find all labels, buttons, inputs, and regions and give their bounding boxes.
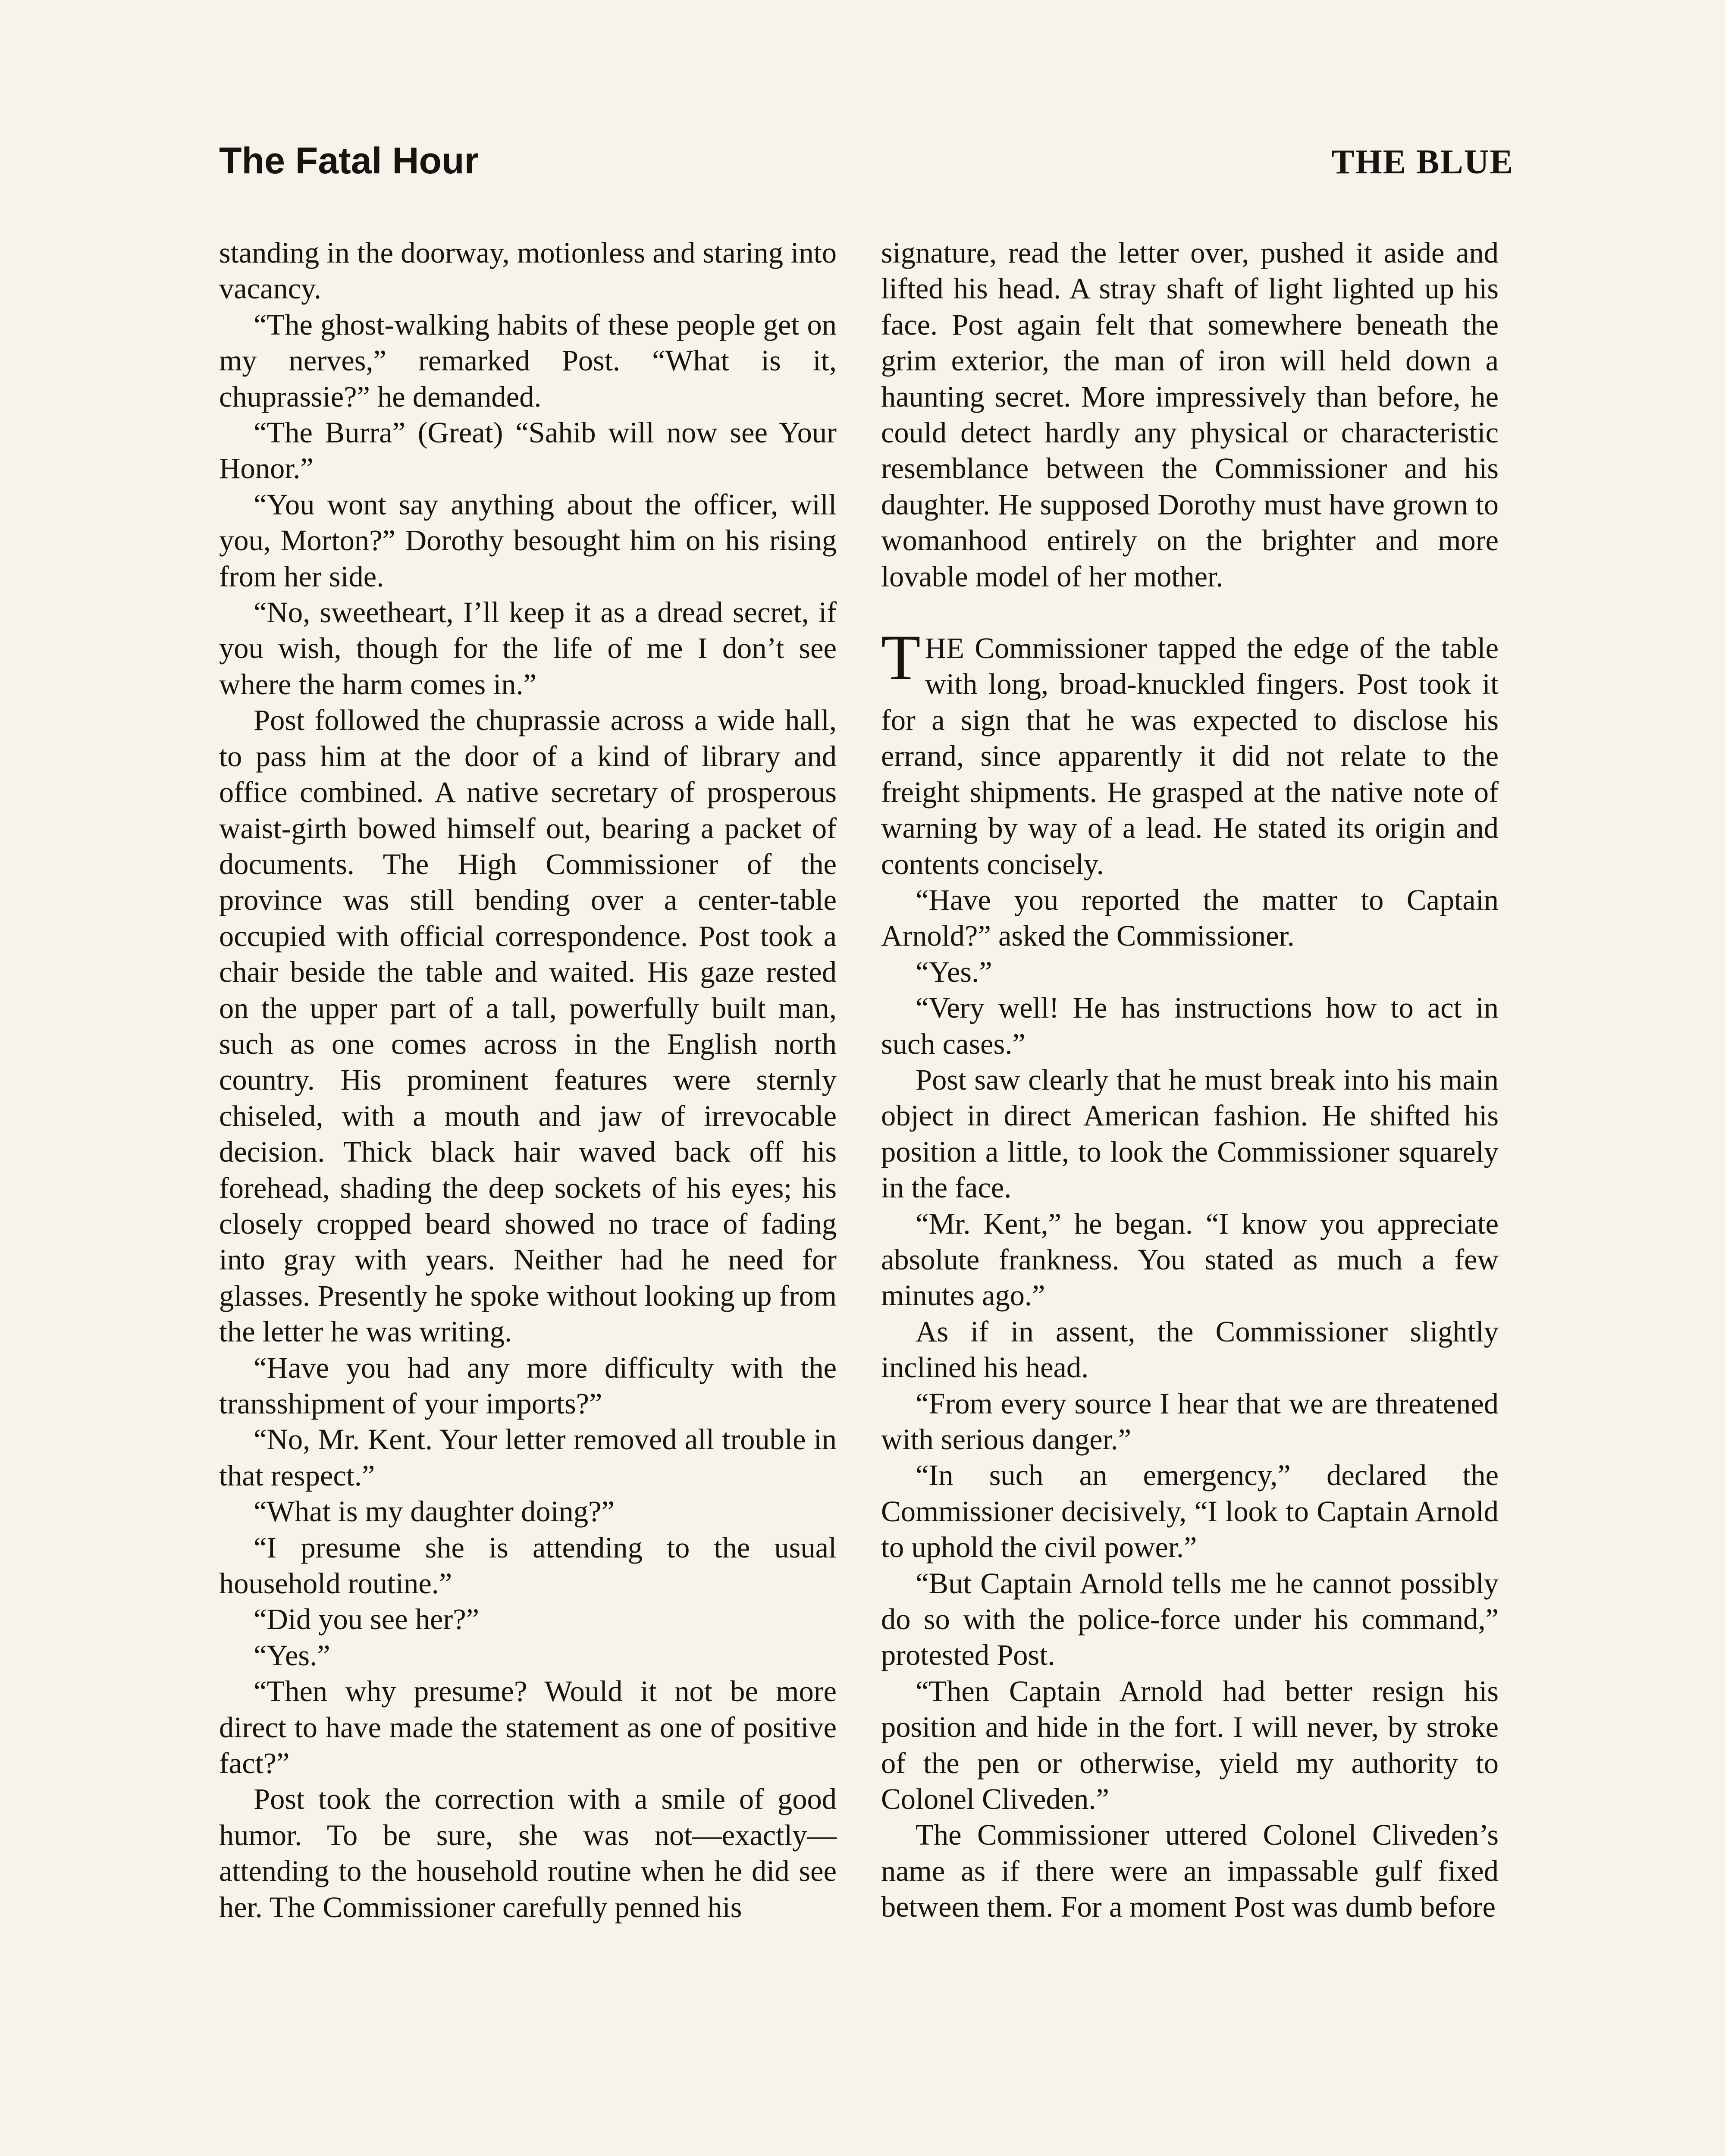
running-title: The Fatal Hour bbox=[219, 140, 479, 182]
paragraph: signature, read the letter over, pushed it aside and lifted his head. A stray shaft of light lighted up his face. Post again felt that somewhere beneath the grim exterior, the man of iron will held down a haunting secret. More impressively than before, he could detect hardly any physical or characteristic resemblance between the Commissioner and his daughter. He supposed Dorothy must have grown to womanhood entirely on the brighter and more lovable model of her mother. bbox=[881, 236, 1499, 593]
paragraph: Post saw clearly that he must break into his main object in direct American fashion. He shifted his position a little, to look the Commissioner squarely in the face. bbox=[881, 1063, 1499, 1204]
paragraph: “Then Captain Arnold had better resign his position and hide in the fort. I will never, by stroke of the pen or otherwise, yield my authority to Colonel Cliveden.” bbox=[881, 1674, 1499, 1816]
paragraph-text: HE Commissioner tapped the edge of the table with long, broad-knuckled fingers. Post took it for a sign that he was expected to disclose his errand, since apparently it did not relate to the freight shipments. He grasped at the native note of warning by way of a lead. He stated its origin and contents concisely. bbox=[881, 632, 1499, 881]
paragraph: “But Captain Arnold tells me he cannot possibly do so with the police-force under his command,” protested Post. bbox=[881, 1567, 1499, 1672]
paragraph: “No, sweetheart, I’ll keep it as a dread secret, if you wish, though for the life of me I don’t see where the harm comes in.” bbox=[219, 596, 837, 701]
paragraph: “Mr. Kent,” he began. “I know you appreciate absolute frankness. You stated as much a few minutes ago.” bbox=[881, 1207, 1499, 1312]
section-start-paragraph bbox=[881, 622, 1499, 882]
paragraph: Post took the correction with a smile of good humor. To be sure, she was not—exactly—attending to the household routine when he did see her. The Commissioner carefully penned his bbox=[219, 1783, 837, 1924]
paragraph: The Commissioner uttered Colonel Cliveden’s name as if there were an impassable gulf fixed between them. For a moment Post was dumb before bbox=[881, 1818, 1499, 1924]
paragraph: “The ghost-walking habits of these people get on my nerves,” remarked Post. “What is it, chuprassie?” he demanded. bbox=[219, 308, 837, 413]
right-column bbox=[881, 235, 1499, 1925]
paragraph: As if in assent, the Commissioner slightly inclined his head. bbox=[881, 1315, 1499, 1384]
drop-cap: T bbox=[881, 622, 921, 694]
paragraph: “What is my daughter doing?” bbox=[254, 1495, 615, 1528]
paragraph: Post followed the chuprassie across a wide hall, to pass him at the door of a kind of library and office combined. A native secretary of prosperous waist-girth bowed himself out, bearing a packet of documents. The High Commissioner of the province was still bending over a center-table occupied with official correspondence. Post took a chair beside the table and waited. His gaze rested on the upper part of a tall, powerfully built man, such as one comes across in the English north country. His prominent features were sternly chiseled, with a mouth and jaw of irrevocable decision. Thick black hair waved back off his forehead, shading the deep sockets of his eyes; his closely cropped beard showed no trace of fading into gray with years. Neither had he need for glasses. Presently he spoke without looking up from the letter he was writing. bbox=[219, 704, 837, 1348]
paragraph: “Then why presume? Would it not be more direct to have made the statement as one of positive fact?” bbox=[219, 1675, 837, 1780]
paragraph: “The Burra” (Great) “Sahib will now see Your Honor.” bbox=[219, 416, 837, 485]
paragraph: “From every source I hear that we are threatened with serious danger.” bbox=[881, 1387, 1499, 1456]
left-column bbox=[219, 235, 837, 1925]
paragraph: “In such an emergency,” declared the Commissioner decisively, “I look to Captain Arnold to uphold the civil power.” bbox=[881, 1459, 1499, 1564]
paragraph: “I presume she is attending to the usual household routine.” bbox=[219, 1531, 837, 1600]
paragraph: “Yes.” bbox=[916, 955, 992, 988]
paragraph: “Did you see her?” bbox=[254, 1603, 480, 1636]
paragraph: “Have you had any more difficulty with the transshipment of your imports?” bbox=[219, 1351, 837, 1420]
paragraph: “Very well! He has instructions how to act in such cases.” bbox=[881, 991, 1499, 1060]
paragraph: standing in the doorway, motionless and staring into vacancy. bbox=[219, 236, 837, 305]
paragraph: “Have you reported the matter to Captain Arnold?” asked the Commissioner. bbox=[881, 883, 1499, 953]
paragraph: “No, Mr. Kent. Your letter removed all trouble in that respect.” bbox=[219, 1423, 837, 1492]
paragraph: “Yes.” bbox=[254, 1639, 330, 1672]
paragraph: “You wont say anything about the officer, will you, Morton?” Dorothy besought him on his rising from her side. bbox=[219, 488, 837, 593]
magazine-name: THE BLUE bbox=[1331, 143, 1514, 181]
